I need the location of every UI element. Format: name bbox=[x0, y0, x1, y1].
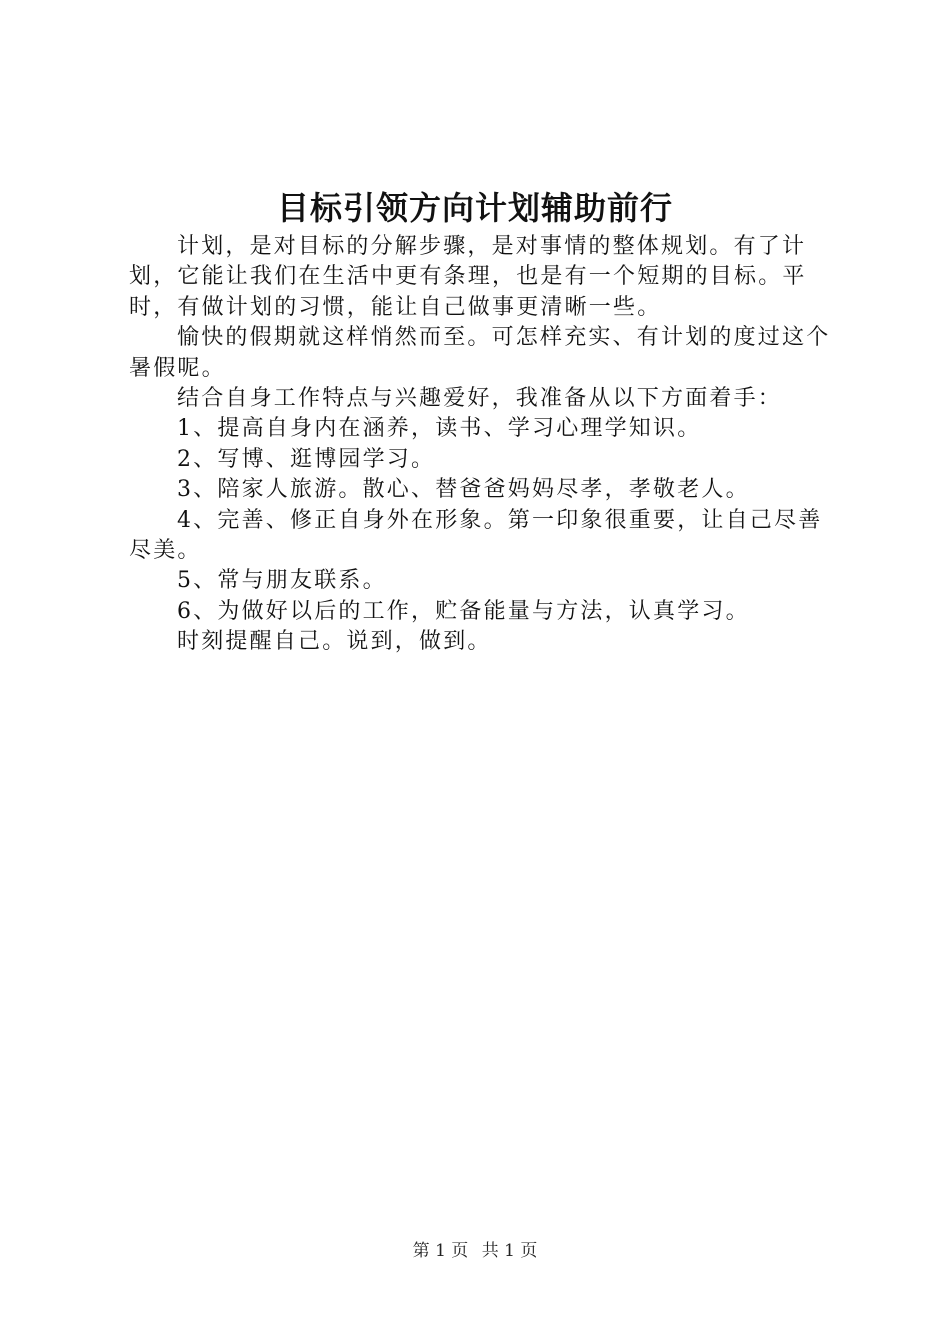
list-item: 2、写博、逛博园学习。 bbox=[177, 446, 436, 472]
paragraph-closing: 时刻提醒自己。说到，做到。 bbox=[177, 629, 492, 655]
paragraph-intro: 计划，是对目标的分解步骤，是对事情的整体规划。有了计划，它能让我们在生活中更有条理，也是有一个短期的目标。平时，有做计划的习惯，能让自己做事更清晰一些。 bbox=[129, 234, 807, 320]
list-item: 6、为做好以后的工作，贮备能量与方法，认真学习。 bbox=[177, 598, 750, 624]
list-item: 3、陪家人旅游。散心、替爸爸妈妈尽孝，孝敬老人。 bbox=[177, 477, 750, 503]
document-title: 目标引领方向计划辅助前行 bbox=[276, 189, 673, 227]
paragraph-plan-intro: 结合自身工作特点与兴趣爱好，我准备从以下方面着手： bbox=[177, 386, 783, 412]
list-item: 1、提高自身内在涵养，读书、学习心理学知识。 bbox=[177, 416, 702, 442]
list-item: 5、常与朋友联系。 bbox=[177, 568, 387, 594]
list-item: 4、完善、修正自身外在形象。第一印象很重要，让自己尽善尽美。 bbox=[129, 507, 823, 564]
page-total: 共 1 页 bbox=[481, 1241, 538, 1261]
document-body bbox=[129, 232, 841, 658]
page-number: 第 1 页 bbox=[412, 1241, 469, 1261]
page-footer bbox=[0, 1239, 950, 1263]
paragraph-vacation: 愉快的假期就这样悄然而至。可怎样充实、有计划的度过这个暑假呢。 bbox=[129, 325, 831, 381]
